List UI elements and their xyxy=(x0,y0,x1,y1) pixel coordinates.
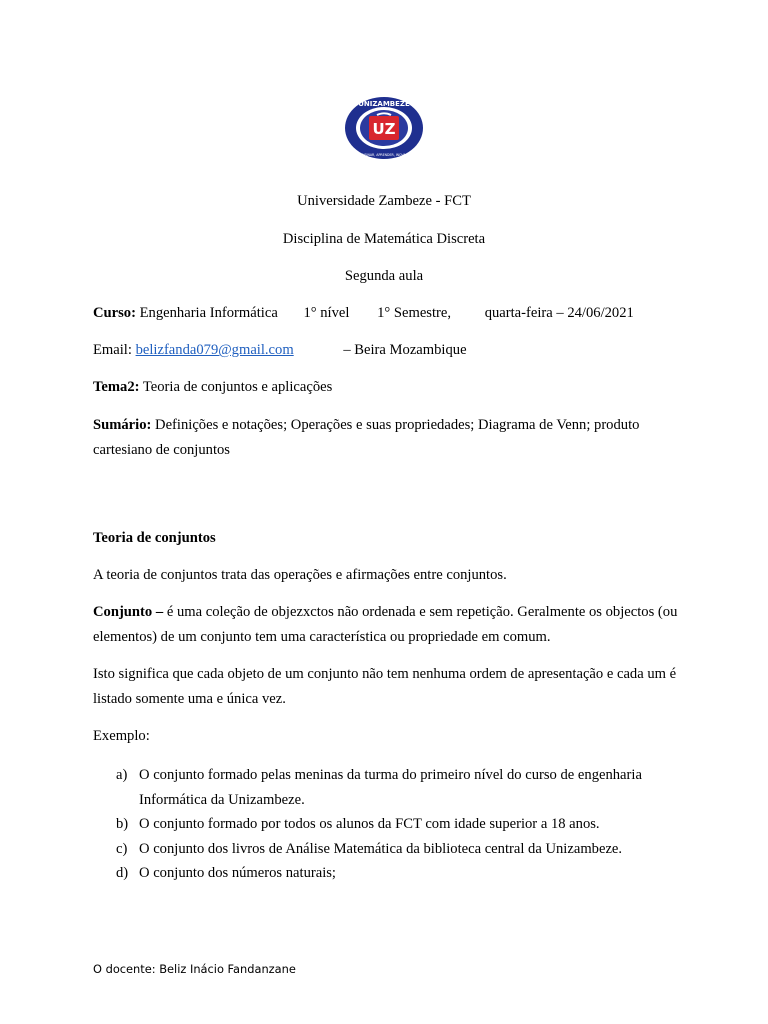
institution-name: Universidade Zambeze - FCT xyxy=(297,193,471,209)
definition-label: Conjunto – xyxy=(93,604,164,620)
university-logo xyxy=(343,95,425,161)
list-item-text: O conjunto dos livros de Análise Matemática da biblioteca central da Unizambeze. xyxy=(139,840,623,857)
svg-text:UNIZAMBEZE: UNIZAMBEZE xyxy=(358,100,410,108)
email-link[interactable]: belizfanda079@gmail.com xyxy=(135,342,294,358)
theme-label: Tema2: xyxy=(93,379,140,395)
summary-paragraph xyxy=(93,413,683,462)
theme-line xyxy=(93,379,332,396)
semester-value: 1° Semestre, xyxy=(377,305,452,321)
example-list xyxy=(93,763,693,886)
list-item-text: O conjunto formado pelas meninas da turma do primeiro nível do curso de engenharia Informática da Unizambeze. xyxy=(139,767,642,808)
list-item xyxy=(93,837,693,862)
svg-text:ENSINAR, APRENDER, INOVAR: ENSINAR, APRENDER, INOVAR xyxy=(360,153,408,157)
list-item-text: O conjunto formado por todos os alunos da FCT com idade superior a 18 anos. xyxy=(139,816,600,832)
email-label: Email: xyxy=(93,342,132,358)
summary-label: Sumário: xyxy=(93,417,152,433)
email-line xyxy=(93,342,467,359)
course-label: Curso: xyxy=(93,305,136,321)
theme-value: Teoria de conjuntos e aplicações xyxy=(142,379,333,395)
list-marker: a) xyxy=(116,767,128,783)
date-value: quarta-feira – 24/06/2021 xyxy=(484,305,634,321)
level-value: 1° nível xyxy=(303,305,350,321)
course-line xyxy=(93,305,634,322)
footer-teacher: O docente: Beliz Inácio Fandanzane xyxy=(93,962,296,976)
list-item xyxy=(93,812,693,837)
list-item xyxy=(93,861,693,886)
list-item-text: O conjunto dos números naturais; xyxy=(139,865,336,881)
summary-value: Definições e notações; Operações e suas propriedades; Diagrama de Venn; produto cartesiano de conjuntos xyxy=(93,417,640,458)
discipline-name: Disciplina de Matemática Discreta xyxy=(282,231,486,247)
list-item xyxy=(93,763,693,812)
course-value: Engenharia Informática xyxy=(139,305,278,321)
list-marker: b) xyxy=(116,816,129,832)
svg-text:UZ: UZ xyxy=(372,120,396,138)
explanation-paragraph: Isto significa que cada objeto de um conjunto não tem nenhuma ordem de apresentação e cada um é listado somente uma e única vez. xyxy=(93,666,677,707)
definition-paragraph xyxy=(93,600,683,649)
example-label: Exemplo: xyxy=(93,728,150,744)
lesson-title: Segunda aula xyxy=(344,268,424,284)
list-marker: d) xyxy=(116,865,129,881)
list-marker: c) xyxy=(116,840,128,857)
definition-text: é uma coleção de objezxctos não ordenada e sem repetição. Geralmente os objectos (ou elementos) de um conjunto tem uma característica ou propriedade em comum. xyxy=(93,604,678,645)
location-text: – Beira Mozambique xyxy=(343,342,467,358)
section-title: Teoria de conjuntos xyxy=(93,530,216,546)
intro-paragraph: A teoria de conjuntos trata das operações e afirmações entre conjuntos. xyxy=(93,567,507,583)
